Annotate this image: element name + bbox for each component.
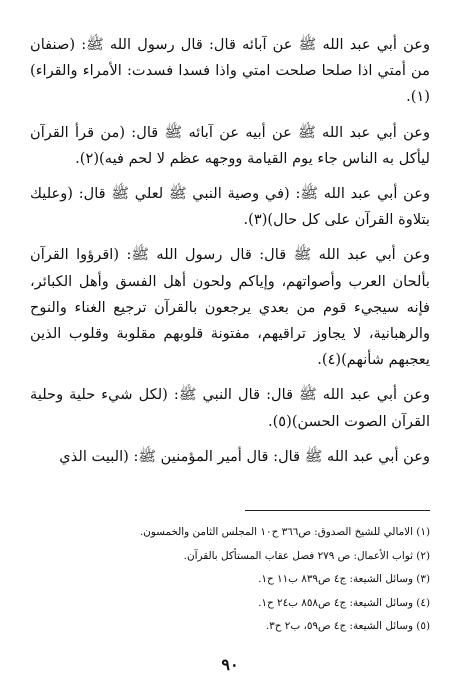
hadith-paragraph: وعن أبي عبد الله ﷺ: (في وصية النبي ﷺ لعلي ﷺ قال: (وعليك بتلاوة القرآن على كل حال)(٣). — [30, 185, 430, 229]
page-number: ٩٠ — [221, 655, 239, 674]
footnotes — [30, 521, 430, 639]
hadith-paragraph: وعن أبي عبد الله ﷺ قال: قال النبي ﷺ: (لكل شيء حلية وحلية القرآن الصوت الحسن)(٥). — [30, 386, 430, 430]
footnote: (٥) وسائل الشيعة: ج٤ ص٥٩، ب٢ ح٣. — [265, 620, 430, 632]
hadith-paragraph: وعن أبي عبد الله ﷺ عن أبيه عن آبائه ﷺ قال: (من قرأ القرآن ليأكل به الناس جاء يوم القيامة ووجهه عظم لا لحم فيه)(٢). — [30, 123, 430, 167]
hadith-paragraph: وعن أبي عبد الله ﷺ قال: قال رسول الله ﷺ: (اقرؤوا القرآن بألحان العرب وأصواتهم، وإياكم ولحون أهل الفسق وأهل الكبائر، فإنه سيجيء قوم من بعدي يرجعون بالقرآن ترجيع الغناء والنوح والرهبانية، لا يجاوز تراقيهم، مفتونة قلوبهم مقلوبة وقلوب الذين يعجبهم شأنهم)(٤). — [30, 246, 430, 369]
footnote: (٤) وسائل الشيعة: ج٤ ص٨٥٨ ب٢٤ ح١. — [258, 596, 430, 609]
footnote: (٣) وسائل الشيعة: ج٤ ص٨٣٩ ب١١ ح١. — [258, 573, 430, 585]
footnote: (٢) ثواب الأعمال: ص ٢٧٩ فصل عقاب المستأكل بالقرآن. — [183, 549, 430, 562]
hadith-paragraph: وعن أبي عبد الله ﷺ عن آبائه قال: قال رسول الله ﷺ: (صنفان من أمتي اذا صلحا صلحت امتي واذا فسدا فسدت: الأمراء والقراء)(١). — [30, 36, 430, 106]
hadith-paragraph: وعن أبي عبد الله ﷺ قال: قال أمير المؤمنين ﷺ: (البيت الذي — [59, 447, 430, 465]
footnote-divider — [245, 510, 430, 511]
footnote: (١) الامالي للشيخ الصدوق: ص٣٦٦ ح١٠ المجلس الثامن والخمسون. — [139, 526, 430, 538]
main-text — [30, 32, 430, 470]
